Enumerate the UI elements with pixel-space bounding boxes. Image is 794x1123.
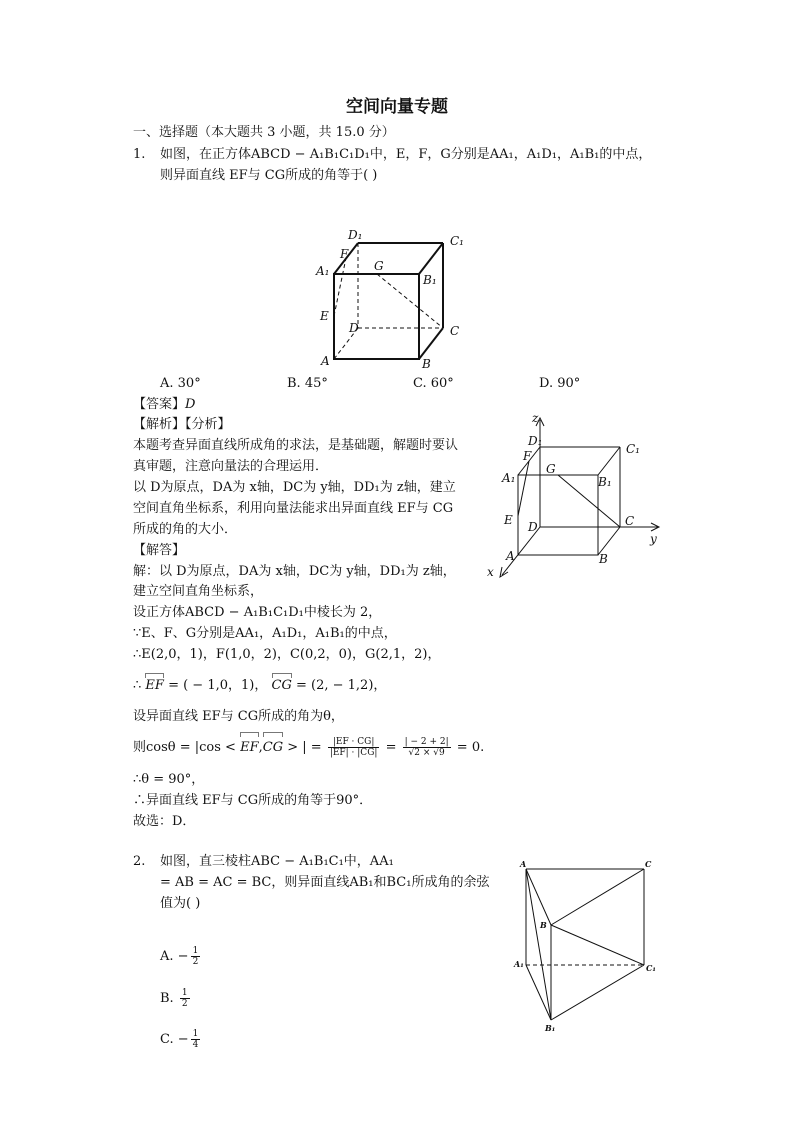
q1-option-a[interactable]: A. 30° — [160, 376, 201, 391]
q1-label-b: B — [422, 357, 431, 371]
q1-label-c1: C₁ — [450, 234, 464, 248]
q2-option-b-label: B. — [160, 991, 174, 1006]
q2-option-c-label: C. — [160, 1032, 174, 1047]
solution-line-5: ∴E(2,0，1)，F(1,0，2)，C(0,2，0)，G(2,1，2)， — [133, 647, 441, 662]
theta-line: 设异面直线 EF与 CG所成的角为θ， — [133, 709, 344, 724]
q2-option-b[interactable] — [160, 986, 192, 1012]
q2-label-a: A — [520, 859, 527, 869]
cos-line — [133, 731, 484, 761]
vector-line — [133, 672, 386, 696]
axis-label-y: y — [650, 532, 657, 546]
q1-option-d[interactable]: D. 90° — [539, 376, 581, 391]
axis-label-d1: D₁ — [528, 434, 543, 448]
q2-stem-line2: = AB = AC = BC，则异面直线AB₁和BC₁所成角的余弦 — [160, 875, 490, 890]
answer-value: D — [185, 397, 196, 412]
cos-fraction-1 — [328, 737, 380, 758]
q2-label-c: C — [645, 859, 652, 869]
axis-label-g: G — [546, 462, 556, 476]
q1-label-f: F — [340, 247, 349, 261]
vector-cg: CG — [272, 672, 292, 696]
axis-label-x: x — [487, 565, 494, 579]
result-angle: ∴异面直线 EF与 CG所成的角等于90°． — [133, 793, 373, 808]
q2-option-b-num: 1 — [181, 988, 188, 998]
q2-option-a-label: A. — [160, 949, 174, 964]
page-title: 空间向量专题 — [346, 97, 448, 117]
axis-label-a: A — [506, 549, 515, 563]
q2-option-c-sign: − — [177, 1032, 189, 1047]
q1-label-a1: A₁ — [316, 264, 330, 278]
result-theta: ∴θ = 90°， — [133, 772, 205, 787]
solution-line-3: 设正方体ABCD − A₁B₁C₁D₁中棱长为 2， — [133, 605, 382, 620]
analysis-line-5: 所成的角的大小． — [133, 522, 238, 537]
cos-fraction-2-den: √2 × √9 — [408, 748, 445, 758]
q1-axis-cube-figure — [487, 411, 670, 582]
cos-suffix: = 0. — [456, 740, 485, 755]
vector-ef-value: = ( − 1,0，1)， — [168, 678, 268, 693]
analysis-line-3: 以 D为原点，DA为 x轴，DC为 y轴，DD₁为 z轴，建立 — [133, 480, 456, 495]
q2-option-c-num: 1 — [192, 1029, 199, 1039]
q1-label-d: D — [349, 321, 359, 335]
axis-segment-ef — [518, 461, 529, 516]
q2-label-a1: A₁ — [514, 959, 524, 969]
vector-prefix: ∴ — [133, 678, 142, 693]
q1-option-c[interactable]: C. 60° — [413, 376, 454, 391]
analysis-label: 【解析】【分析】 — [133, 417, 231, 432]
q2-label-b: B — [540, 920, 547, 930]
cos-fraction-2-num: | − 2 + 2| — [404, 737, 449, 747]
prism-edge-ab — [526, 869, 551, 925]
q1-cube-figure — [300, 225, 490, 375]
vector-ef: EF — [145, 672, 164, 696]
q1-label-b1: B₁ — [423, 273, 437, 287]
prism-edge-a1b1 — [526, 965, 551, 1020]
q2-option-a-fraction — [191, 946, 201, 967]
cos-vec-cg: CG — [263, 731, 283, 761]
q2-option-a-num: 1 — [192, 946, 199, 956]
q1-stem-line2: 则异面直线 EF与 CG所成的角等于( ) — [160, 168, 378, 183]
q2-option-c[interactable] — [160, 1027, 202, 1053]
axis-label-f: F — [523, 449, 532, 463]
cube-edge-b1c1 — [419, 243, 443, 274]
answer-line — [133, 395, 195, 415]
prism-diagonal-bc1 — [551, 925, 644, 965]
cos-sep: , — [258, 740, 263, 755]
axis-label-c: C — [625, 514, 635, 528]
q2-prism-figure — [505, 855, 665, 1035]
q2-option-c-fraction — [191, 1029, 201, 1050]
axis-cube-edge-bc — [598, 527, 620, 555]
cube-front-face — [334, 274, 419, 359]
q2-label-b1: B₁ — [545, 1023, 556, 1033]
q2-number: 2. — [133, 854, 146, 869]
axis-label-e: E — [504, 513, 513, 527]
solution-label: 【解答】 — [133, 543, 186, 558]
q2-option-b-den: 2 — [181, 999, 188, 1009]
q1-label-c: C — [450, 324, 460, 338]
q2-option-a[interactable] — [160, 944, 202, 970]
analysis-line-2: 真审题，注意向量法的合理运用． — [133, 459, 329, 474]
cos-eq: = — [385, 740, 397, 755]
q1-stem-line1: 如图，在正方体ABCD − A₁B₁C₁D₁中，E，F，G分别是AA₁，A₁D₁，A₁B₁的中点， — [160, 147, 652, 162]
cube-edge-bc — [419, 328, 443, 359]
axis-cube-front-face — [518, 475, 598, 555]
q2-stem-line3: 值为( ) — [160, 896, 201, 911]
cos-vec-ef: EF — [240, 731, 259, 761]
q2-stem-line1: 如图，直三棱柱ABC − A₁B₁C₁中，AA₁ — [160, 854, 394, 869]
prism-edge-b1c1 — [551, 965, 644, 1020]
result-choice: 故选：D． — [133, 814, 196, 829]
axis-label-a1: A₁ — [502, 471, 516, 485]
prism-edge-bc — [551, 869, 644, 925]
q1-label-a: A — [321, 354, 330, 368]
solution-line-1: 解：以 D为原点，DA为 x轴，DC为 y轴，DD₁为 z轴， — [133, 564, 456, 579]
axis-label-d: D — [528, 520, 538, 534]
q1-label-d1: D₁ — [348, 228, 363, 242]
cos-fraction-1-num: |EF · CG| — [328, 737, 380, 748]
q2-option-c-den: 4 — [192, 1040, 199, 1050]
axis-label-c1: C₁ — [626, 442, 640, 456]
axis-label-b: B — [599, 552, 608, 566]
q1-label-g: G — [374, 259, 384, 273]
cos-mid: > | = — [287, 740, 322, 755]
prism-diagonal-ab1 — [526, 869, 551, 1020]
solution-line-2: 建立空间直角坐标系， — [133, 584, 264, 599]
cos-prefix: 则cosθ = |cos < — [133, 740, 236, 755]
analysis-line-1: 本题考查异面直线所成角的求法，是基础题，解题时要认 — [133, 438, 459, 453]
axis-label-z: z — [532, 411, 539, 425]
answer-label: 【答案】 — [133, 397, 186, 412]
vector-cg-value: = (2, − 1,2)， — [295, 678, 387, 693]
cos-fraction-1-den: |EF| · |CG| — [329, 748, 378, 758]
q2-option-a-sign: − — [177, 949, 189, 964]
q1-label-e: E — [320, 309, 329, 323]
section-heading: 一、选择题（本大题共 3 小题，共 15.0 分） — [133, 125, 395, 140]
q2-option-a-den: 2 — [192, 957, 199, 967]
q2-label-c1: C₁ — [646, 963, 656, 973]
analysis-line-4: 空间直角坐标系，利用向量法能求出异面直线 EF与 CG — [133, 501, 454, 516]
axis-cube-edge-b1c1 — [598, 447, 620, 475]
q2-option-b-fraction — [180, 988, 190, 1009]
axis-label-b1: B₁ — [598, 475, 612, 489]
cos-fraction-2 — [403, 737, 451, 758]
q1-number: 1. — [133, 147, 146, 162]
q1-option-b[interactable]: B. 45° — [287, 376, 328, 391]
solution-line-4: ∵E、F、G分别是AA₁，A₁D₁，A₁B₁的中点， — [133, 626, 397, 641]
